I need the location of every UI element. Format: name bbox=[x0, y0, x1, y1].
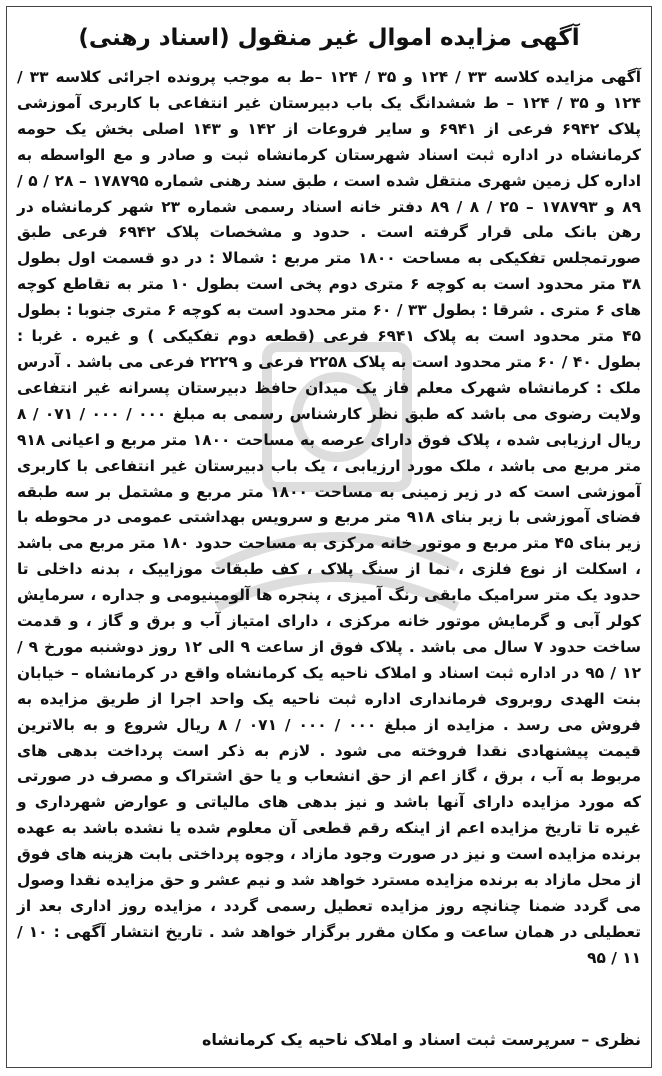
notice-page bbox=[6, 6, 652, 1068]
notice-title: آگهی مزایده اموال غیر منقول (اسناد رهنی) bbox=[78, 25, 580, 51]
notice-signature: نظری – سرپرست ثبت اسناد و املاک ناحیه یک کرمانشاه bbox=[201, 1030, 641, 1049]
notice-body: آگهی مزایده کلاسه ۳۳ / ۱۲۴ و ۳۵ / ۱۲۴ –ط به موجب پرونده اجرائی کلاسه ۳۳ / ۱۲۴ و ۳۵ / ۱۲۴ – ط ششدانگ یک باب دبیرستان غیر انتفاعی با کاربری آموزشی پلاک ۶۹۴۲ فرعی از ۶۹۴۱ و سایر فروعات از ۱۴۲ و ۱۴۳ اصلی بخش یک حومه کرمانشاه در اداره ثبت اسناد شهرستان کرمانشاه ثبت و صادر و مع الواسطه به اداره کل زمین شهری منتقل شده است ، طبق سند رهنی شماره ۱۷۸۷۹۵ – ۲۸ / ۵ / ۸۹ و ۱۷۸۷۹۳ – ۲۵ / ۸ / ۸۹ دفتر خانه اسناد رسمی شماره ۲۳ شهر کرمانشاه در رهن بانک ملی قرار گرفته است . حدود و مشخصات پلاک ۶۹۴۲ فرعی طبق صورتمجلس تفکیکی به مساحت ۱۸۰۰ متر مربع : شمالا : در دو قسمت اول بطول ۳۸ متر محدود است به کوچه ۶ متری دوم پخی است بطول ۱۰ متر به تقاطع کوچه های ۶ متری . شرقا : بطول ۳۳ / ۶۰ متر محدود است به کوچه ۶ متری جنوبا : بطول ۴۵ متر محدود است به پلاک ۶۹۴۱ فرعی (قطعه دوم تفکیکی ) و غیره . غربا : بطول ۴۰ / ۶۰ متر محدود است به پلاک ۲۲۵۸ فرعی و ۲۲۲۹ فرعی می باشد . آدرس ملک : کرمانشاه شهرک معلم فاز یک میدان حافظ دبیرستان پسرانه غیر انتفاعی ولایت رضوی می باشد که طبق نظر کارشناس رسمی به مبلغ ۰۰۰ / ۰۰۰ / ۰۷۱ / ۸ ریال ارزیابی شده ، پلاک فوق دارای عرصه به مساحت ۱۸۰۰ متر مربع و اعیانی ۹۱۸ متر مربع می باشد ، ملک مورد ارزیابی ، یک باب دبیرستان غیر انتفاعی با کاربری آموزشی است که در زیر زمینی به مساحت ۱۸۰۰ متر مربع و مشتمل بر سه طبقه فضای آموزشی با زیر بنای ۹۱۸ متر مربع و سرویس بهداشتی عمومی در محوطه با زیر بنای ۴۵ متر مربع و موتور خانه مرکزی به مساحت حدود ۱۸۰ متر مربع می باشد ، اسکلت از نوع فلزی ، نما از سنگ پلاک ، کف طبقات موزاییک ، بدنه داخلی تا حدود یک متر سرامیک مابقی رنگ آمیزی ، پنجره ها آلومینیومی و جداره ، سرمایش کولر آبی و گرمایش موتور خانه مرکزی ، دارای امتیاز آب و برق و گاز ، و قدمت ساخت حدود ۷ سال می باشد . پلاک فوق از ساعت ۹ الی ۱۲ روز دوشنبه مورخ ۹ / ۱۲ / ۹۵ در اداره ثبت اسناد و املاک ناحیه یک کرمانشاه واقع در کرمانشاه – خیابان بنت الهدی روبروی فرمانداری اداره ثبت ناحیه یک واحد اجرا از طریق مزایده به فروش می رسد . مزایده از مبلغ ۰۰۰ / ۰۰۰ / ۰۷۱ / ۸ ریال شروع و به بالاترین قیمت پیشنهادی نقدا فروخته می شود . لازم به ذکر است پرداخت بدهی های مربوط به آب ، برق ، گاز اعم از حق انشعاب و یا حق اشتراک و مصرف در صورتی که مورد مزایده دارای آنها باشد و نیز بدهی های مالیاتی و عوارض شهرداری و غیره تا تاریخ مزایده اعم از اینکه رقم قطعی آن معلوم شده یا نشده باشد به عهده برنده مزایده است و نیز در صورت وجود مازاد ، وجوه پرداختی بابت هزینه های فوق از محل مازاد به برنده مزایده مسترد خواهد شد و نیم عشر و حق مزایده نقدا وصول می گردد ضمنا چنانچه روز مزایده تعطیل رسمی گردد ، مزایده روز اداری بعد از تعطیلی در همان ساعت و مکان مقرر برگزار خواهد شد . تاریخ انتشار آگهی : ۱۰ / ۱۱ / ۹۵ bbox=[17, 68, 642, 967]
